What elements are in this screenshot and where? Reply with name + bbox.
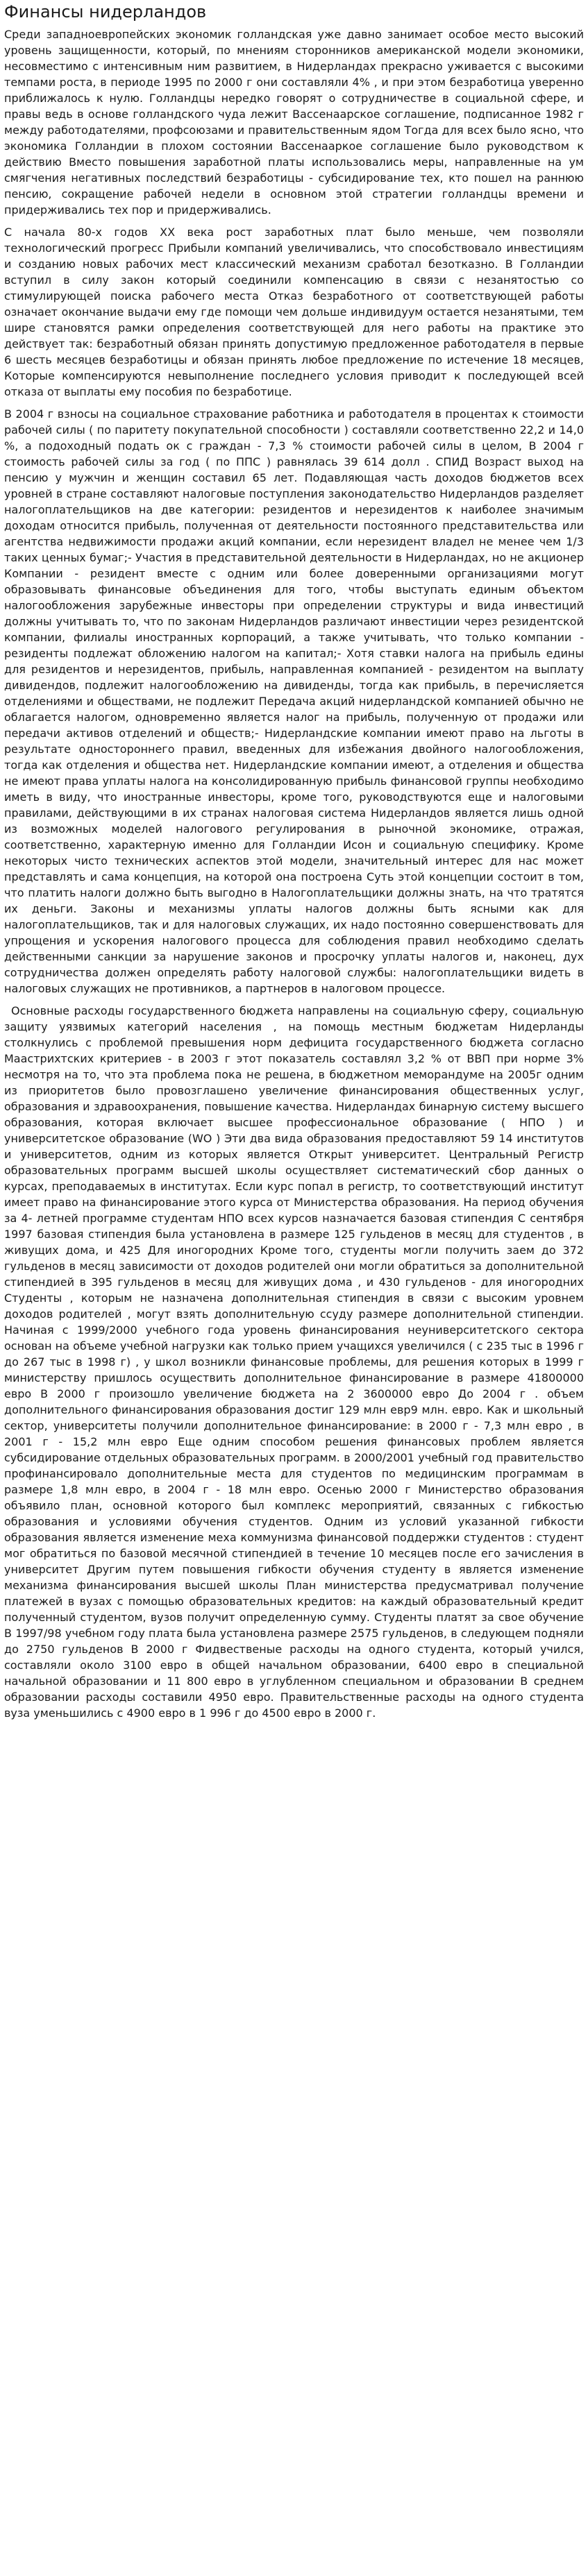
paragraph-intro: Среди западноевропейских экономик голландская уже давно занимает особое место высокий уровень защищенности, который, по мнениям сторонников американской модели экономики, несовместимо с интенсивным ним развитием, в Нидерландах прекрасно уживается с высокими темпами роста, в периоде 1995 по 2000 г они составляли 4% , и при этом безработица уверенно приближалось к нулю. Голландцы нередко говорят о сотрудничестве в социальной сфере, и правы ведь в основе голландского чуда лежит Вассенаарское соглашение, подписанное 1982 г между работодателями, профсоюзами и правительственным ядом Тогда для всех было ясно, что экономика Голландии в плохом состоянии Вассенааркое соглашение было руководством к действию Вместо повышения заработной платы использовались меры, направленные на ум смягчения негативных последствий безработицы - субсидирование тех, кто пошел на раннюю пенсию, сокращение рабочей недели в основном этой стратегии голландцы времени и придерживались тех пор и придерживались. — [4, 28, 584, 217]
paragraph-budget-education: Основные расходы государственного бюджета направлены на социальную сферу, социальную защиту уязвимых категорий населения , на помощь местным бюджетам Нидерланды столкнулись с проблемой превышения норм дефицита государственного бюджета согласно Маастрихтских критериев - в 2003 г этот показатель составлял 3,2 % от ВВП при норме 3% несмотря на то, что эта проблема пока не решена, в бюджетном меморандуме на 2005г одним из приоритетов было провозглашено увеличение финансирования общественных услуг, образования и здравоохранения, повышение качества. Нидерландах бинарную систему высшего образования, которая включает высшее профессиональное образование ( НПО ) и университетское образование (WO ) Эти два вида образования предоставляют 59 14 институтов и университетов, одним из которых является Открыт университет. Центральный Регистр образовательных программ высшей школы осуществляет систематический сбор данных о курсах, преподаваемых в институтах. Если курс попал в регистр, то соответствующий институт имеет право на финансирование этого курса от Министерства образования. На период обучения за 4- летней программе студентам НПО всех курсов назначается базовая стипендия С сентября 1997 базовая стипендия была установлена в размере 125 гульденов в месяц для студентов , в живущих дома, и 425 Для иногородних Кроме того, студенты могли получить заем до 372 гульденов в месяц зависимости от доходов родителей они могли обратиться за дополнительной стипендией в 395 гульденов в месяц для живущих дома , и 430 гульденов - для иногородних Студенты , которым не назначена дополнительная стипендия в связи с высоким уровнем доходов родителей , могут взять дополнительную ссуду размере дополнительной стипендии. Начиная с 1999/2000 учебного года уровень финансирования неуниверситетского сектора основан на объеме учебной нагрузки как только прием учащихся увеличился ( с 235 тыс в 1996 г до 267 тыс в 1998 г) , у школ возникли финансовые проблемы, для решения которых в 1999 г министерству пришлось осуществить дополнительное финансирование в размере 41800000 евро В 2000 г произошло увеличение бюджета на 2 3600000 евро До 2004 г . объем дополнительного финансирования образования достиг 129 млн евр9 млн. евро. Как и школьный сектор, университеты получили дополнительное финансирование: в 2000 г - 7,3 млн евро , в 2001 г - 15,2 млн евро Еще одним способом решения финансовых проблем является субсидирование отдельных образовательных программ. в 2000/2001 учебный год правительство профинансировало дополнительные места для студентов по медицинским программам в размере 1,8 млн евро, в 2004 г - 18 млн евро. Осенью 2000 г Министерство образования объявило план, основной которого был комплекс мероприятий, связанных с гибкостью образования и условиями обучения студентов. Одним из условий указанной гибкости образования является изменение меха коммунизма финансовой поддержки студентов : студент мог обратиться по базовой месячной стипендией в течение 10 месяцев после его зачисления в университет Другим путем повышения гибкости обучения студенту в является изменение механизма финансирования высшей школы План министерства предусматривал получение платежей в вузах с помощью образовательных кредитов: на каждый образовательный кредит полученный студентом, вузов получит определенную сумму. Студенты платят за свое обучение В 1997/98 учебном году плата была установлена размере 2575 гульденов, в следующем подняли до 2750 гульденов В 2000 г Фидвественые расходы на одного студента, который учился, составляли около 3100 евро в общей начальном образовании, 6400 евро в специальной начальной образовании и 11 800 евро в углубленном специальном и образовании В среднем образовании расходы составили 4950 евро. Правительственные расходы на одного студента вуза уменьшились с 4900 евро в 1 996 г до 4500 евро в 2000 г. — [4, 1004, 584, 1720]
page-title: Финансы нидерландов — [4, 2, 207, 22]
paragraph-taxation: В 2004 г взносы на социальное страхование работника и работодателя в процентах к стоимости рабочей силы ( по паритету покупательной способности ) составляли соответственно 22,2 и 14,0 %, а подоходный подать ок с граждан - 7,3 % стоимости рабочей силы в целом, В 2004 г стоимость рабочей силы за год ( по ППС ) равнялась 39 614 долл . СПИД Возраст выход на пенсию у мужчин и женщин составил 65 лет. Подавляющая часть доходов бюджетов всех уровней в стране составляют налоговые поступления законодательство Нидерландов разделяет налогоплательщиков на две категории: резидентов и нерезидентов к наиболее значимым доходам относится прибыль, полученная от деятельности постоянного представительства или агентства недвижимости продажи акций компании, если нерезидент владел не менее чем 1/3 таких ценных бумаг;- Участия в представительной деятельности в Нидерландах, но не акционер Компании - резидент вместе с одним или более доверенными организациями могут образовывать финансовые объединения для того, чтобы выступать единым объектом налогообложения зарубежные инвесторы при определении структуры и вида инвестиций должны учитывать то, что по законам Нидерландов различают инвестиции через резидентской компании, филиалы иностранных корпораций, а также учитывать, что только компании - резиденты подлежат обложению налогом на капитал;- Хотя ставки налога на прибыль едины для резидентов и нерезидентов, прибыль, направленная компанией - резидентом на выплату дивидендов, подлежит налогообложению на дивиденды, тогда как прибыль, в перечисляется отделениями и обществами, не подлежит Передача акций нидерландской компанией обычно не облагается налогом, одновременно является налог на прибыль, полученную от продажи или передачи активов отделений и обществ;- Нидерландские компании имеют право на льготы в результате одностороннего правил, введенных для избежания двойного налогообложения, тогда как отделения и общества нет. Нидерландские компании имеют, а отделения и общества не имеют права уплаты налога на консолидированную прибыль финансовой группы необходимо иметь в виду, что иностранные инвесторы, кроме того, руководствуются еще и налоговыми правилами, действующими в их странах налоговая система Нидерландов является лишь одной из возможных моделей налогового регулирования в рыночной экономике, отражая, соответственно, характерную именно для Голландии Исон и социальную специфику. Кроме некоторых чисто технических аспектов этой модели, значительный интерес для нас может представлять и сама концепция, на которой она построена Суть этой концепции состоит в том, что платить налоги должно быть выгодно в Налогоплательщики должны знать, на что тратятся их деньги. Законы и механизмы уплаты налогов должны быть ясными как для налогоплательщиков, так и для налоговых служащих, их надо постоянно совершенствовать для упрощения и ускорения налогового процесса для соблюдения правил необходимо сделать действенными санкции за нарушение законов и просрочку уплаты налогов и, наконец, дух сотрудничества должен определять работу налоговой службы: налогоплательщики видеть в налоговых служащих не противников, а партнеров в налоговом процессе. — [4, 407, 584, 995]
paragraph-labor-market: С начала 80-х годов XX века рост заработных плат было меньше, чем позволяли технологический прогресс Прибыли компаний увеличивались, что способствовало инвестициям и созданию новых рабочих мест классический механизм сработал безотказно. В Голландии вступил в силу закон который соединили компенсацию в связи с незанятостью со стимулирующей поиска рабочего места Отказ безработного от соответствующей работы означает окончание выдачи ему где помощи чем дольше индивидуум остается незанятыми, тем шире становятся рамки определения соответствующей для него работы на практике это действует так: безработный обязан принять допустимую предложенное работодателя в первые 6 шесть месяцев безработицы и обязан принять любое предложение по истечение 18 месяцев, Которые компенсируются невыполнение последнего условия приводит к последующей всей отказа от выплаты ему пособия по безработице. — [4, 226, 584, 398]
